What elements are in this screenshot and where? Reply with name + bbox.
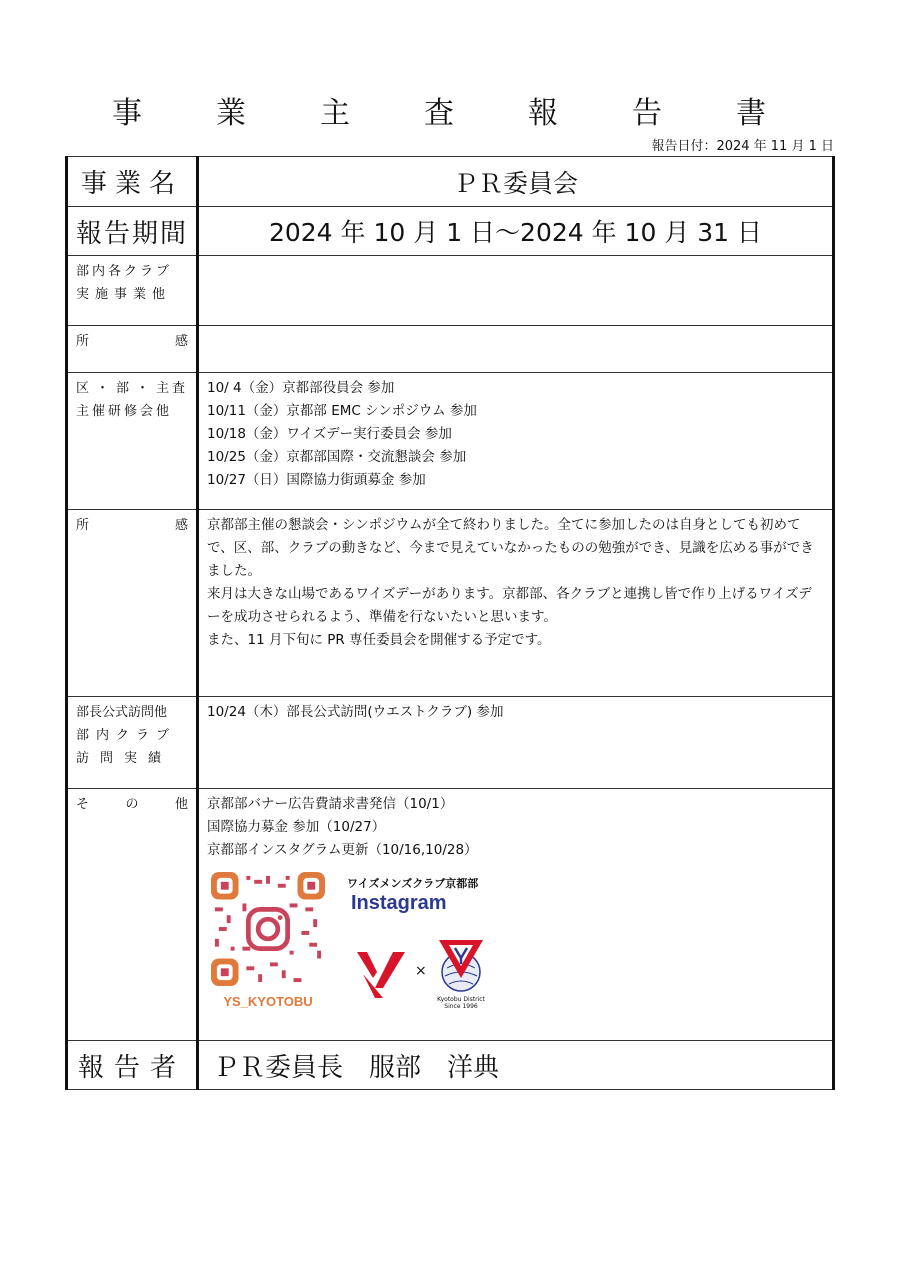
instagram-banner [207,872,824,1022]
list-item: 10/18（金）ワイズデー実行委員会 参加 [207,426,452,442]
list-item: 10/11（金）京都部 EMC シンポジウム 参加 [207,403,477,419]
list-item: 10/ 4（金）京都部役員会 参加 [207,380,395,396]
times-sign: × [415,963,427,979]
document-title: 事 業 主 査 報 告 書 [112,96,788,131]
visits-label: 部長公式訪問他 部内クラブ 訪問実績 [67,697,198,789]
list-item: 10/24（木）部長公式訪問(ウエストクラブ) 参加 [207,704,504,720]
club-activities-value [198,256,834,326]
paragraph: 京都部主催の懇談会・シンポジウムが全て終わりました。全てに参加したのは自身としても初めてで、区、部、クラブの動きなど、今まで見えていなかったものの勉強ができ、見識を広める事ができました。 [207,517,814,579]
other-content [198,789,834,1041]
business-name-label: 事業名 [67,157,198,207]
district-caption: Kyotobu District Since 1996 [437,996,485,1010]
business-name-value: ＰＲ委員会 [198,157,834,207]
impression1-label: 所 感 [67,326,198,373]
training-label: 区 ・ 部 ・ 主査 主催研修会他 [67,373,198,510]
paragraph: また、11 月下旬に PR 専任委員会を開催する予定です。 [207,632,551,648]
list-item: 国際協力募金 参加（10/27） [207,819,386,835]
training-list [198,373,834,510]
list-item: 京都部インスタグラム更新（10/16,10/28） [207,842,478,858]
reporter-label: 報告者 [67,1041,198,1090]
instagram-club-name: ワイズメンズクラブ京都部 [347,877,479,890]
impression1-value [198,326,834,373]
qr-code-icon[interactable] [211,872,325,986]
other-label: そ の 他 [67,789,198,1041]
report-date: 報告日付：2024 年 11 月 1 日 [651,139,834,154]
impression2-label: 所 感 [67,510,198,697]
period-label: 報告期間 [67,207,198,256]
ys-emblem-icon [433,938,489,994]
instagram-wordmark: Instagram [351,892,447,914]
visits-value [198,697,834,789]
period-value: 2024 年 10 月 1 日～2024 年 10 月 31 日 [198,207,834,256]
list-item: 10/27（日）国際協力街頭募金 参加 [207,472,426,488]
qr-caption: YS_KYOTOBU [223,994,313,1009]
list-item: 京都部バナー広告費請求書発信（10/1） [207,796,454,812]
reporter-value: ＰＲ委員長 服部 洋典 [198,1041,834,1090]
paragraph: 来月は大きな山場であるワイズデーがあります。京都部、各クラブと連携し皆で作り上げるワイズデーを成功させられるよう、準備を行ないたいと思います。 [207,586,812,625]
club-activities-label: 部内各クラブ 実施事業他 [67,256,198,326]
list-item: 10/25（金）京都部国際・交流懇談会 参加 [207,449,467,465]
ymca-logo-icon [353,944,409,1000]
report-table [65,156,835,1090]
impression2-text [198,510,834,697]
